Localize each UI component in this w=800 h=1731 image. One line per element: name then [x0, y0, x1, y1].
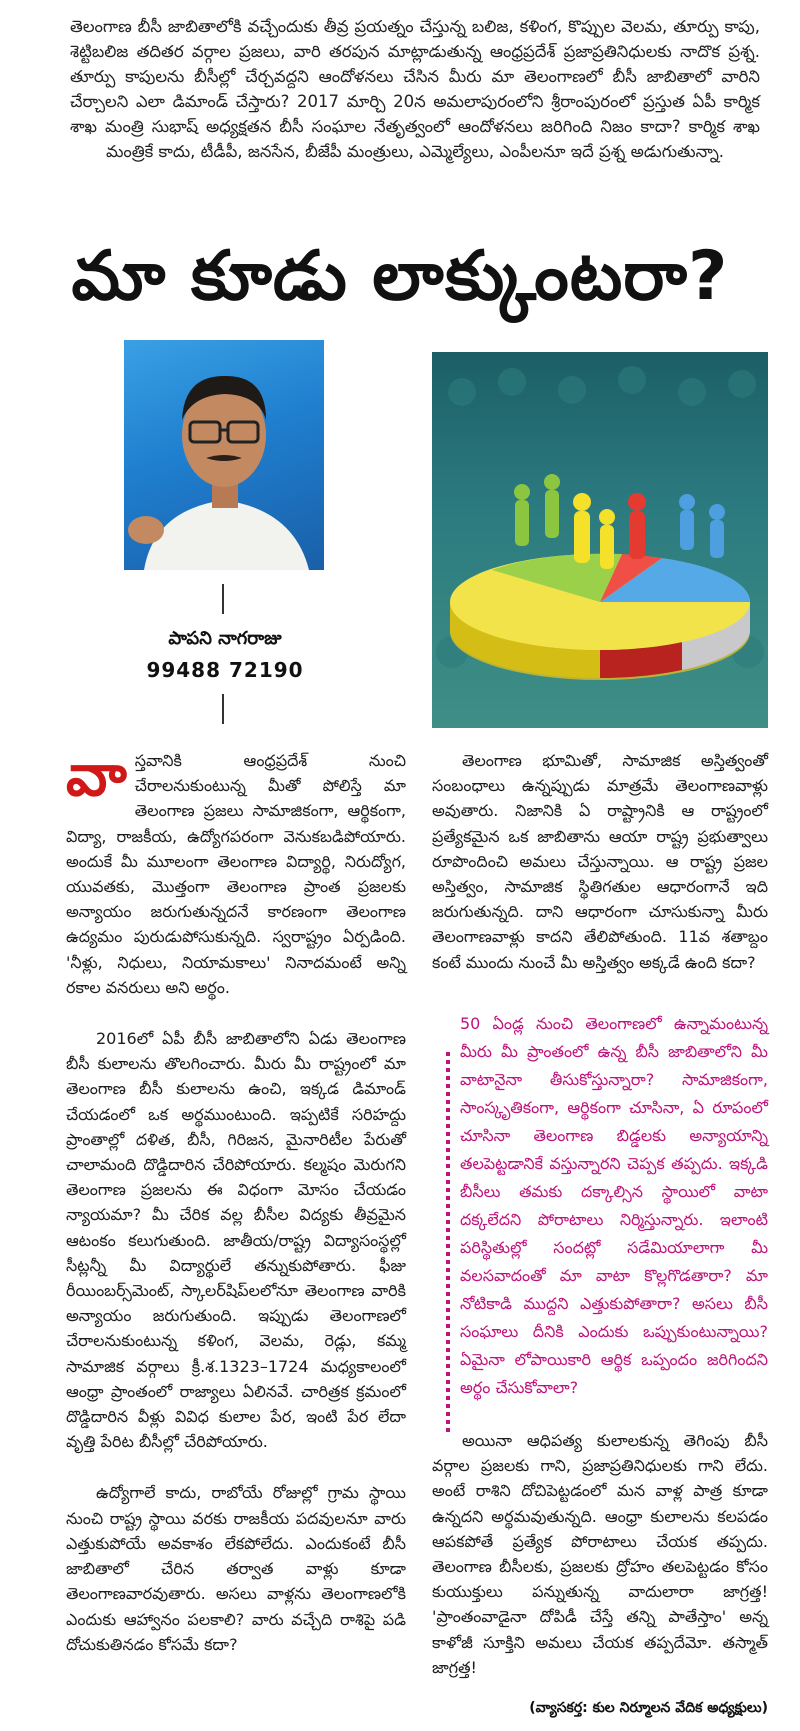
left-column	[66, 741, 406, 1683]
headline: మా కూడు లాక్కుంటరా?	[71, 237, 729, 316]
byline-divider-bottom	[222, 694, 224, 724]
right-paragraph-1: తెలంగాణ భూమితో, సామాజిక అస్తిత్వంతో సంబంధాలు ఉన్నప్పుడు మాత్రమే తెలంగాణవాళ్లు అవుతారు. నిజానికి ఏ రాష్ట్రానికి ఆ రాష్ట్రంలో ప్రత్యేకమైన ఒక జాబితాను ఆయా రాష్ట్ర ప్రభుత్వాలు రూపొందించి అమలు చేస్తున్నాయి. ఆ రాష్ట్ర ప్రజల అస్తిత్వం, సామాజిక స్థితిగతుల ఆధారంగానే ఇది జరుగుతున్నది. దాని ఆధారంగా చూసుకున్నా మీరు తెలంగాణవాళ్లు కాదని తేలిపోతుంది. 11వ శతాబ్దం కంటే ముందు నుంచే మీ అస్తిత్వం అక్కడే ఉంది కదా?	[432, 751, 768, 972]
right-column-bottom	[432, 1428, 768, 1680]
population-pie-graphic	[432, 352, 768, 728]
byline-divider-top	[222, 584, 224, 614]
author-phone: 99488 72190	[146, 658, 304, 682]
intro-paragraph: తెలంగాణ బీసీ జాబితాలోకి వచ్చేందుకు తీవ్ర ప్రయత్నం చేస్తున్న బలిజ, కళింగ, కొప్పుల వెలమ, తూర్పు కాపు, శెట్టిబలిజ తదితర వర్గాల ప్రజలు, వారి తరపున మాట్లాడుతున్న ఆంధ్రప్రదేశ్ ప్రజాప్రతినిధులకు నాదొక ప్రశ్న. తూర్పు కాపులను బీసీల్లో చేర్చవద్దని ఆందోళనలు చేసిన మీరు మా తెలంగాణలో బీసీ జాబితాలో వారిని చేర్చాలని ఎలా డిమాండ్ చేస్తారు? 2017 మార్చి 20న అమలాపురంలోని శ్రీరాంపురంలో ప్రస్తుత ఏపీ కార్మిక శాఖ మంత్రి సుభాష్ అధ్యక్షతన బీసీ సంఘాల నేతృత్వంలో ఆందోళనలు జరిగింది నిజం కాదా? కార్మిక శాఖ మంత్రికే కాదు, టీడీపీ, జనసేన, బీజేపీ మంత్రులు, ఎమ్మెల్యేలు, ఎంపీలనూ ఇదే ప్రశ్న అడుగుతున్నా.	[70, 17, 760, 161]
left-paragraph-1: వాస్తవానికి ఆంధ్రప్రదేశ్ నుంచి చేరాలనుకుంటున్న మీతో పోలిస్తే మా తెలంగాణ ప్రజలు సామాజికంగా, ఆర్థికంగా, విద్యా, రాజకీయ, ఉద్యోగపరంగా వెనుకబడిపోయారు. అందుకే మీ మూలంగా తెలంగాణ విద్యార్థి, నిరుద్యోగ, యువతకు, మొత్తంగా తెలంగాణ ప్రాంత ప్రజలకు అన్యాయం జరుగుతున్నదనే కారణంగా తెలంగాణ ఉద్యమం పురుడుపోసుకున్నది. స్వరాష్ట్రం ఏర్పడింది. 'నీళ్లు, నిధులు, నియామకాలు' నినాదమంటే అన్ని రకాల వనరులు అని అర్థం.	[66, 741, 406, 997]
right-paragraph-2: అయినా ఆధిపత్య కులాలకున్న తెగింపు బీసీ వర్గాల ప్రజలకు గాని, ప్రజాప్రతినిధులకు గాని లేదు. అంటే రాశిని దోచిపెట్టడంలో మన వాళ్ల పాత్ర కూడా ఉన్నదని అర్థమవుతున్నది. ఆంధ్రా కులాలను కలపడం ఆపకపోతే ప్రత్యేక పోరాటాలు చేయక తప్పదు. తెలంగాణ బీసీలకు, ప్రజలకు ద్రోహం తలపెట్టడం కోసం కుయుక్తులు పన్నుతున్న వాదులారా జాగ్రత్త! 'ప్రాంతంవాడైనా దోపిడీ చేస్తే తన్ని పాతేస్తాం' అన్న కాళోజీ సూక్తిని అమలు చేయక తప్పదేమో. తస్మాత్ జాగ్రత్త!	[432, 1431, 768, 1677]
left-paragraph-2: 2016లో ఏపీ బీసీ జాబితాలోని ఏడు తెలంగాణ బీసీ కులాలను తొలగించారు. మీరు మీ రాష్ట్రంలో మా తెలంగాణ బీసీ కులాలను ఉంచి, ఇక్కడ డిమాండ్ చేయడంలో ఒక అర్థముంటుంది. ఇప్పటికే సరిహద్దు ప్రాంతాల్లో దళిత, బీసీ, గిరిజన, మైనారిటీల పేరుతో చాలామంది దొడ్డిదారిన చేరిపోయారు. కల్మషం మెరుగని తెలంగాణ ప్రజలను ఈ విధంగా మోసం చేయడం న్యాయమా? మీ చేరిక వల్ల బీసీల విద్యకు తీవ్రమైన ఆటంకం కలుగుతుంది. జాతీయ/రాష్ట్ర విద్యాసంస్థల్లో సీట్లన్నీ మీ విద్యార్థులే తన్నుకుపోతారు. ఫీజు రీయింబర్స్‌మెంట్, స్కాలర్‌షిప్‌లలోనూ తెలంగాణ వారికి అన్యాయం జరుగుతుంది. ఇప్పుడు తెలంగాణలో చేరాలనుకుంటున్న కళింగ, వెలమ, రెడ్లు, కమ్మ సామాజిక వర్గాలు క్రీ.శ.1323–1724 మధ్యకాలంలో ఆంధ్రా ప్రాంతంలో రాజ్యాలు ఏలినవే. చారిత్రక క్రమంలో దొడ్డిదారిన వీళ్లు వివిధ కులాల పేర, ఇంటి పేర లేదా వృత్తి పేరిట బీసీల్లో చేరిపోయారు.	[66, 1029, 406, 1452]
author-photo	[124, 340, 324, 570]
left-paragraph-3: ఉద్యోగాలే కాదు, రాబోయే రోజుల్లో గ్రామ స్థాయి నుంచి రాష్ట్ర స్థాయి వరకు రాజకీయ పదవులనూ వారు ఎత్తుకుపోయే అవకాశం లేకపోలేదు. ఎందుకంటే బీసీ జాబితాలో చేరిన తర్వాత వాళ్లు కూడా తెలంగాణవారవుతారు. అసలు వాళ్లను తెలంగాణలోకి ఎందుకు ఆహ్వానం పలకాలి? వారు వచ్చేది రాశిపై పడి దోచుకుతినడం కోసమే కదా?	[66, 1483, 406, 1654]
author-name: పాపని నాగరాజు	[168, 628, 282, 649]
pullquote: 50 ఏండ్ల నుంచి తెలంగాణలో ఉన్నామంటున్న మీరు మీ ప్రాంతంలో ఉన్న బీసీ జాబితాలోని మీ వాటానైనా తీసుకోస్తున్నారా? సామాజికంగా, సాంస్కృతికంగా, ఆర్థికంగా చూసినా, ఏ రూపంలో చూసినా తెలంగాణ బిడ్డలకు అన్యాయాన్ని తలపెట్టడానికే వస్తున్నారని చెప్పక తప్పదు. ఇక్కడి బీసీలు తమకు దక్కాల్సిన స్థాయిలో వాటా దక్కలేదని పోరాటాలు నిర్మిస్తున్నారు. ఇలాంటి పరిస్థితుల్లో సందట్లో సడేమియాలాగా మీ వలసవాదంతో మా వాటా కొల్లగొడతారా? మా నోటికాడి ముద్దని ఎత్తుకుపోతారా? అసలు బీసీ సంఘాలు దీనికి ఎందుకు ఒప్పుకుంటున్నాయి? ఏమైనా లోపాయికారి ఆర్థిక ఒప్పందం జరిగిందని అర్థం చేసుకోవాలా?	[460, 1014, 768, 1397]
dropcap: వా	[66, 741, 127, 809]
pullquote-rule	[446, 1052, 450, 1432]
right-column-top	[432, 748, 768, 975]
author-credit: (వ్యాసకర్త: కుల నిర్మూలన వేదిక అధ్యక్షులు)	[529, 1700, 768, 1716]
